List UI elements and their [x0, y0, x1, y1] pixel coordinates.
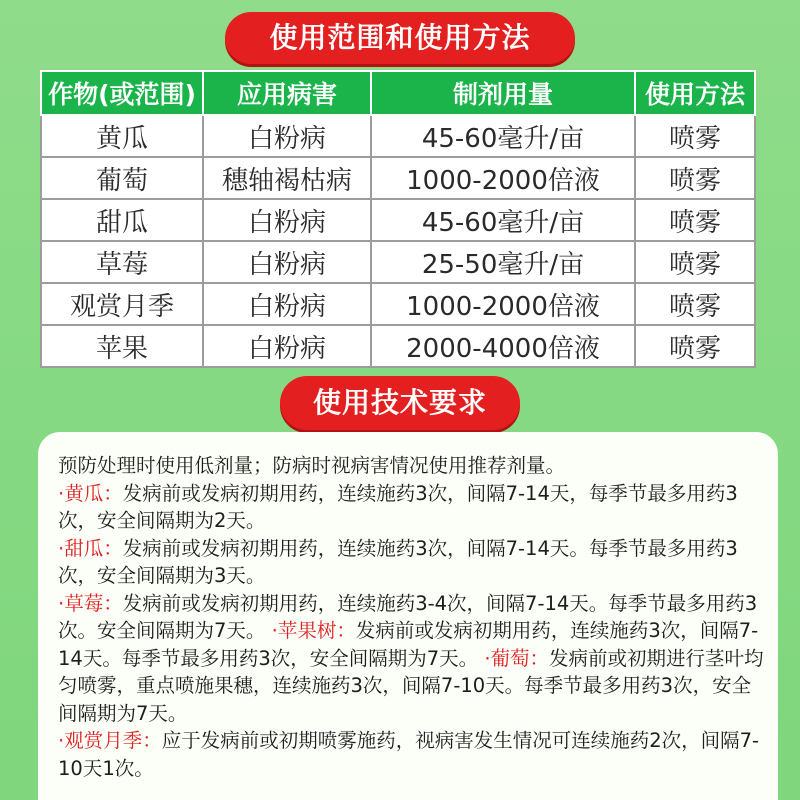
cell-disease: 白粉病 — [203, 241, 371, 283]
apple-label: ·苹果树： — [271, 619, 356, 642]
rose-text: 应于发病前或初期喷雾施药，视病害发生情况可连续施药2次，间隔7-10天1次。 — [58, 729, 760, 780]
header-disease: 应用病害 — [203, 71, 371, 115]
cell-method: 喷雾 — [635, 241, 755, 283]
table-row — [41, 115, 755, 157]
table-row — [41, 325, 755, 367]
table-row — [41, 241, 755, 283]
header-method: 使用方法 — [635, 71, 755, 115]
table-row — [41, 283, 755, 325]
cell-disease: 白粉病 — [203, 199, 371, 241]
cell-dosage: 25-50毫升/亩 — [371, 241, 635, 283]
requirements-text — [58, 452, 768, 782]
table-row — [41, 157, 755, 199]
cell-crop: 甜瓜 — [41, 199, 203, 241]
cell-crop: 黄瓜 — [41, 115, 203, 157]
cell-method: 喷雾 — [635, 115, 755, 157]
cell-dosage: 1000-2000倍液 — [371, 283, 635, 325]
strawberry-text: 发病前或发病初期用药，连续施药3-4次，间隔7-14天。每季节最多用药3次。安全间隔期为7天。 — [58, 591, 758, 642]
cell-crop: 草莓 — [41, 241, 203, 283]
apple-text: 发病前或发病初期用药，连续施药3次，间隔7-14天。每季节最多用药3次，安全间隔期为7天。 — [58, 619, 759, 670]
cell-dosage: 45-60毫升/亩 — [371, 115, 635, 157]
grape-label: ·葡萄： — [484, 646, 550, 670]
requirements-section-title: 使用技术要求 — [280, 376, 520, 430]
cell-method: 喷雾 — [635, 325, 755, 367]
table-header-row — [41, 71, 755, 115]
cell-crop: 观赏月季 — [41, 283, 203, 325]
cell-method: 喷雾 — [635, 199, 755, 241]
cell-method: 喷雾 — [635, 283, 755, 325]
usage-section-title: 使用范围和使用方法 — [225, 12, 575, 64]
table-row — [41, 199, 755, 241]
cell-crop: 苹果 — [41, 325, 203, 367]
rose-label: ·观赏月季： — [58, 729, 162, 752]
melon-text: 发病前或发病初期用药，连续施药3次，间隔7-14天。每季节最多用药3次，安全间隔期为3天。 — [58, 536, 738, 587]
header-dosage: 制剂用量 — [371, 71, 635, 115]
cell-disease: 白粉病 — [203, 115, 371, 157]
usage-table — [40, 70, 756, 368]
cell-dosage: 2000-4000倍液 — [371, 325, 635, 367]
cell-disease: 白粉病 — [203, 283, 371, 325]
cell-disease: 穗轴褐枯病 — [203, 157, 371, 199]
cucumber-text: 发病前或发病初期用药，连续施药3次，间隔7-14天，每季节最多用药3次，安全间隔期为2天。 — [58, 481, 738, 532]
cell-dosage: 45-60毫升/亩 — [371, 199, 635, 241]
intro-text: 预防处理时使用低剂量；防病时视病害情况使用推荐剂量。 — [58, 454, 566, 477]
cell-method: 喷雾 — [635, 157, 755, 199]
header-crop: 作物(或范围) — [41, 71, 203, 115]
grape-text: 发病前或初期进行茎叶均匀喷雾，重点喷施果穗，连续施药3次，间隔7-10天。每季节最多用药3次，安全间隔期为7天。 — [58, 646, 764, 725]
cell-disease: 白粉病 — [203, 325, 371, 367]
cell-crop: 葡萄 — [41, 157, 203, 199]
strawberry-label: ·草莓： — [58, 591, 123, 615]
cell-dosage: 1000-2000倍液 — [371, 157, 635, 199]
cucumber-label: ·黄瓜： — [58, 481, 123, 505]
melon-label: ·甜瓜： — [58, 536, 123, 560]
